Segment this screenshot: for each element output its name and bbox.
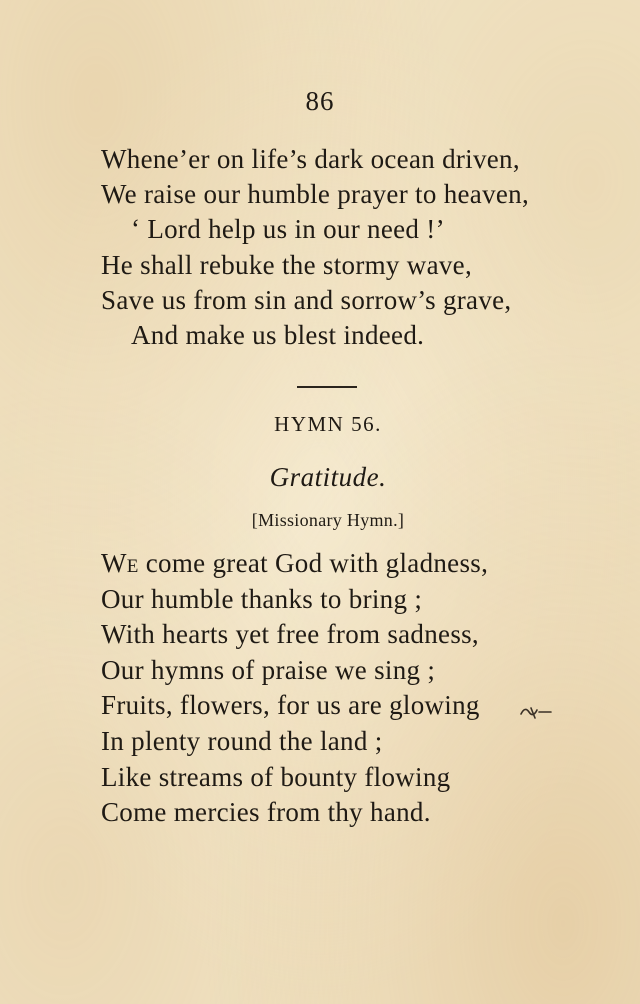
- page-number: 86: [305, 86, 335, 116]
- hymn-tune: [Missionary Hymn.]: [251, 510, 405, 530]
- section-divider: [297, 386, 357, 388]
- verse-line: Like streams of bounty flowing: [101, 761, 451, 792]
- verse-line: Save us from sin and sorrow’s grave,: [101, 284, 512, 315]
- hymn-subtitle: Gratitude.: [269, 462, 387, 492]
- stanza-hymn-56: [101, 546, 488, 831]
- verse-line: And make us blest indeed.: [131, 319, 425, 350]
- first-word: We: [101, 548, 139, 578]
- ink-mark-icon: [517, 700, 557, 724]
- verse-line: Come mercies from thy hand.: [101, 797, 431, 828]
- verse-line: With hearts yet free from sadness,: [101, 619, 479, 650]
- verse-line: Fruits, flowers, for us are glowing: [101, 690, 480, 721]
- hymn-heading: HYMN 56.: [274, 412, 382, 436]
- verse-line: ‘ Lord help us in our need !’: [131, 214, 445, 245]
- stanza-previous-hymn: [101, 142, 529, 353]
- verse-line-first: [101, 546, 488, 582]
- verse-line: He shall rebuke the stormy wave,: [101, 249, 472, 280]
- verse-line: We raise our humble prayer to heaven,: [101, 179, 530, 210]
- verse-line: Our humble thanks to bring ;: [101, 583, 423, 614]
- verse-line: In plenty round the land ;: [101, 725, 383, 756]
- verse-line: Whene’er on life’s dark ocean driven,: [101, 144, 520, 174]
- first-line-rest: come great God with gladness,: [138, 548, 489, 578]
- verse-line: Our hymns of praise we sing ;: [101, 654, 436, 685]
